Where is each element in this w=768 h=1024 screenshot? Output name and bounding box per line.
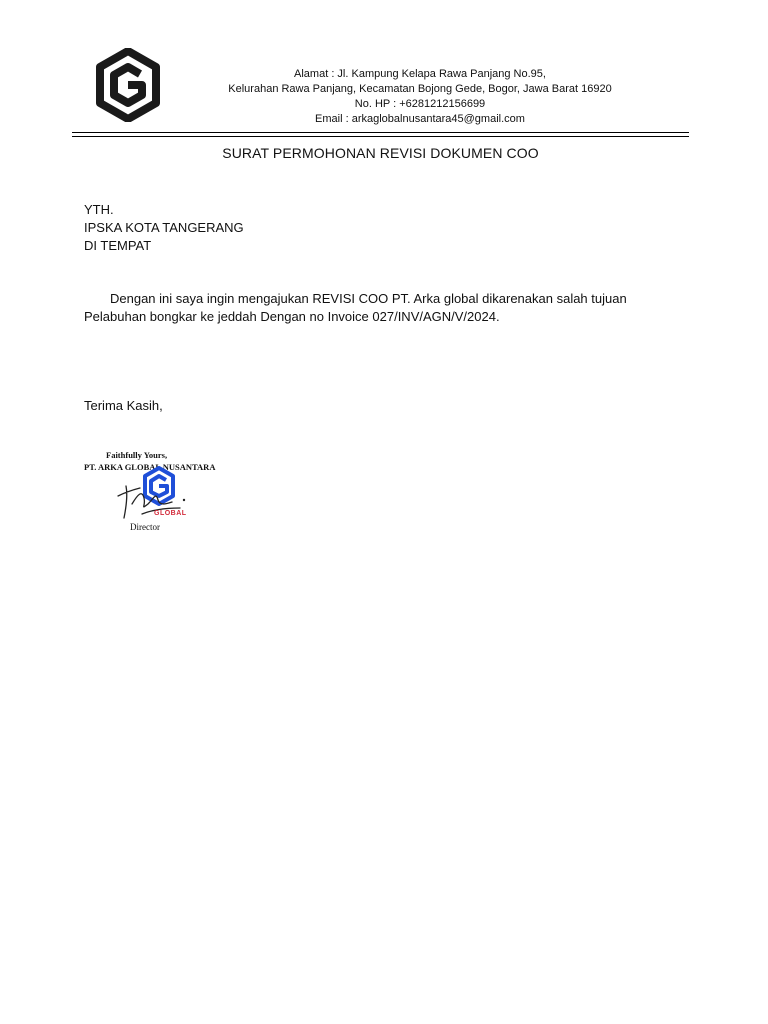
recipient-block [84,201,244,255]
letter-body [84,290,674,326]
signature-company: PT. ARKA GLOBAL NUSANTARA [84,462,216,472]
stamp-text: GLOBAL [154,510,187,517]
phone-number: No. HP : +6281212156699 [354,98,486,110]
signer-role: Director [130,522,160,532]
recipient-name: IPSKA KOTA TANGERANG [84,220,244,235]
header-rule-top [72,132,689,133]
signature-greeting: Faithfully Yours, [106,450,168,460]
letter-title: SURAT PERMOHONAN REVISI DOKUMEN COO [222,145,539,161]
recipient-place: DI TEMPAT [84,238,152,253]
letter-body-text: Dengan ini saya ingin mengajukan REVISI COO PT. Arka global dikarenakan salah tujuan Pelabuhan bongkar ke jeddah Dengan no Invoice 027/INV/AGN/V/2024. [84,291,627,324]
header-rule-bottom [72,136,689,137]
company-logo-icon [96,48,160,122]
email-address: Email : arkaglobalnusantara45@gmail.com [315,113,525,125]
address-line-1: Alamat : Jl. Kampung Kelapa Rawa Panjang No.95, [294,68,546,80]
address-line-2: Kelurahan Rawa Panjang, Kecamatan Bojong Gede, Bogor, Jawa Barat 16920 [228,83,612,95]
recipient-salutation: YTH. [84,202,114,217]
company-address [210,67,630,127]
signature-block [82,448,216,538]
letter-closing: Terima Kasih, [84,398,163,413]
